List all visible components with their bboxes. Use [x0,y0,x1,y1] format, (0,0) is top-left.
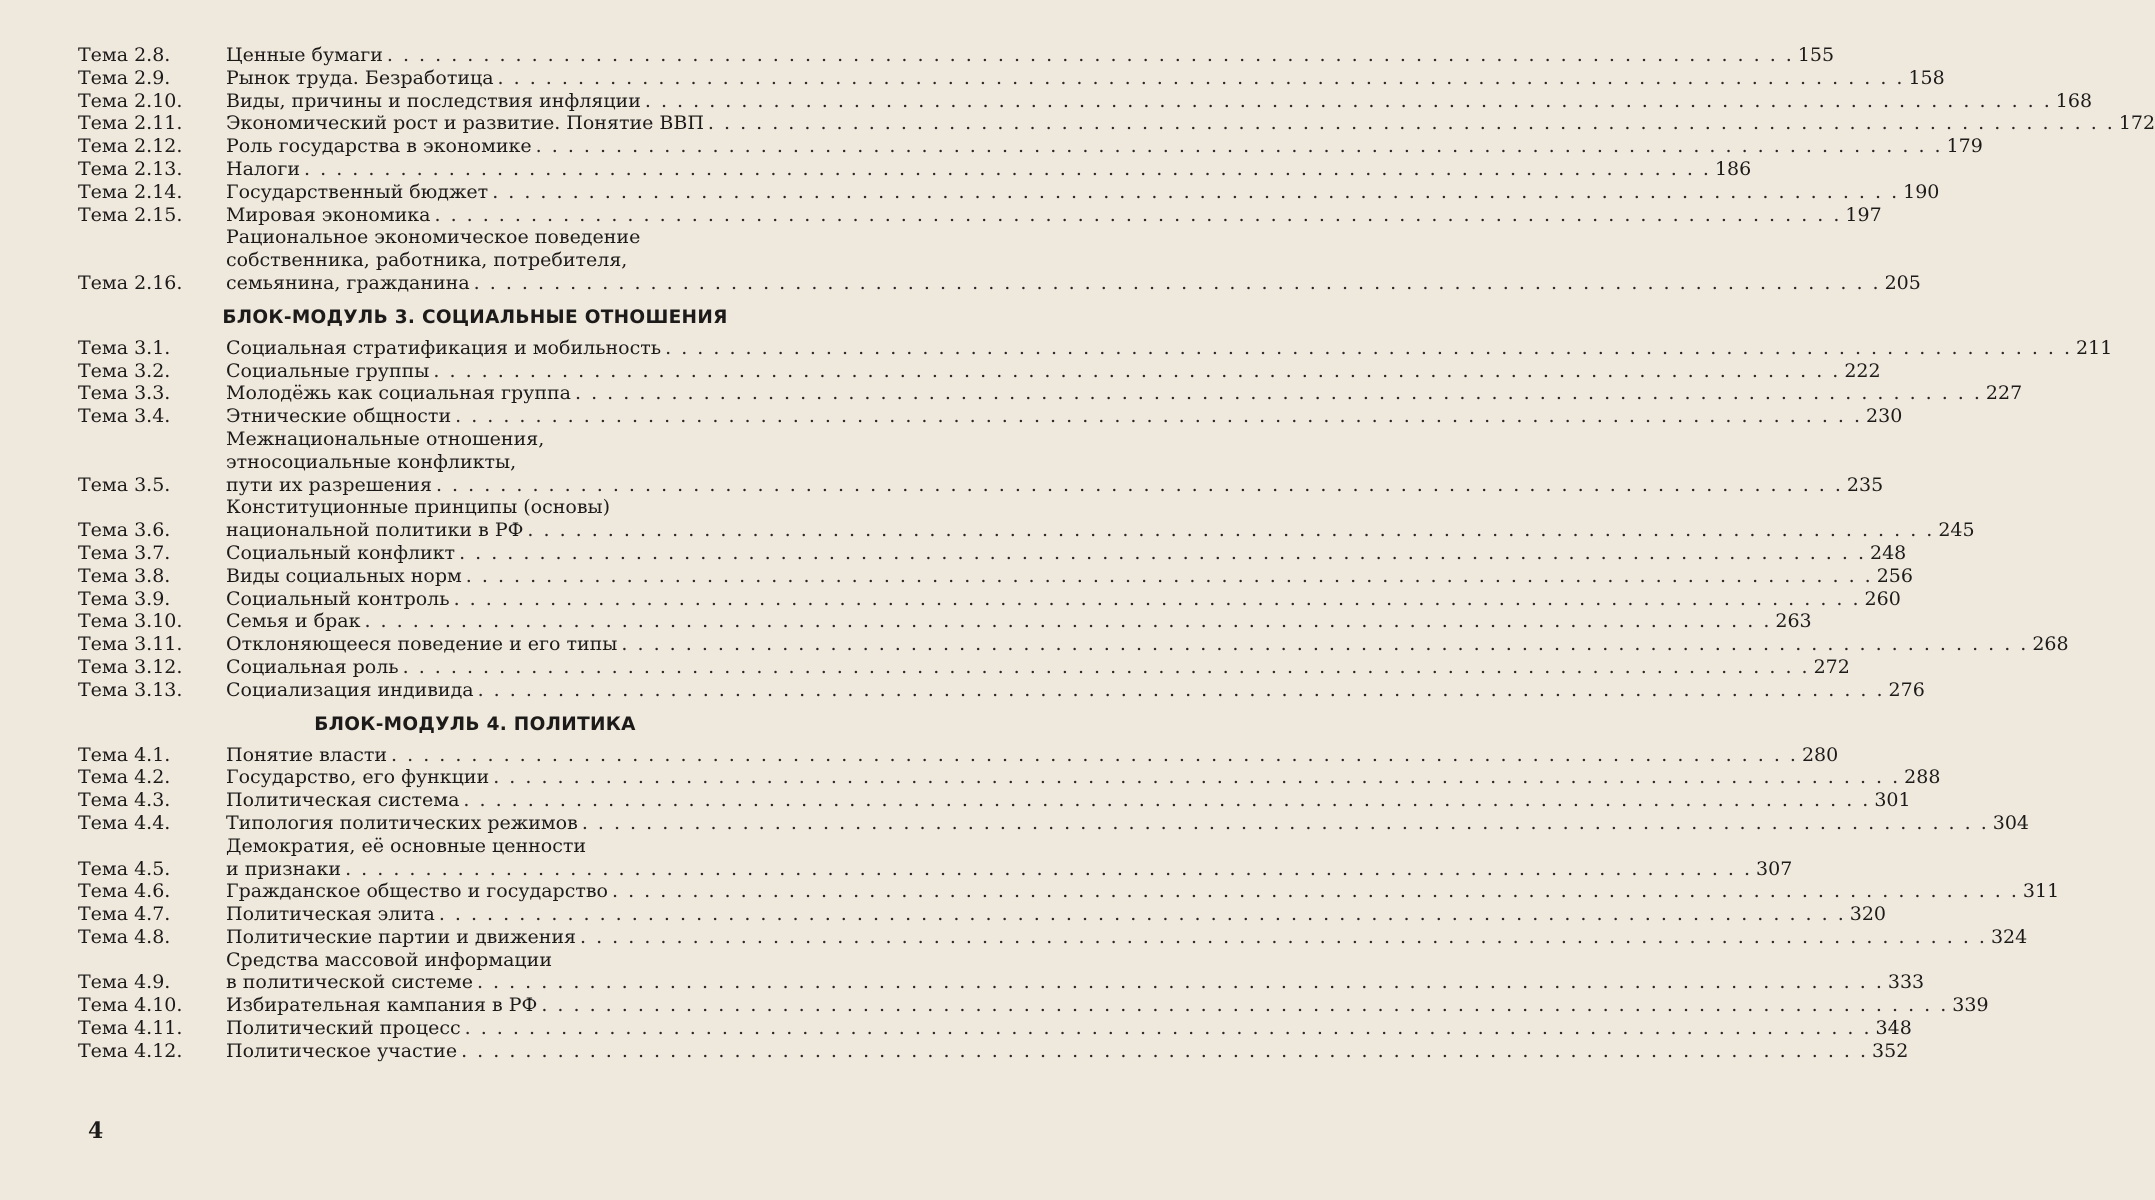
topic-title: Этнические общности [226,405,452,428]
page-ref: 276 [1888,678,1925,701]
topic-title: в политической системе [226,971,473,994]
topic-number: Тема 3.3. [78,382,171,405]
topic-number: Тема 3.13. [78,678,183,701]
dot-leader [364,610,1771,633]
toc-entry[interactable] [78,743,1839,767]
dot-leader [575,382,1982,405]
toc-entry[interactable] [78,157,1752,181]
topic-number: Тема 3.5. [78,473,171,496]
topic-number: Тема 2.11. [78,112,183,135]
toc-entry[interactable] [78,678,1925,702]
dot-leader [541,994,1948,1017]
dot-leader [454,588,1861,611]
topic-number: Тема 2.16. [78,271,183,294]
topic-number: Тема 4.6. [78,880,171,903]
topic-title: Молодёжь как социальная группа [226,382,571,405]
topic-number: Тема 3.2. [78,359,171,382]
topic-title: Политическая система [226,789,460,812]
dot-leader [708,112,2115,135]
topic-number: Тема 3.4. [78,405,171,428]
dot-leader [465,1017,1872,1040]
topic-number: Тема 3.7. [78,541,171,564]
page-ref: 304 [1992,811,2029,834]
page-ref: 307 [1756,857,1793,880]
dot-leader [498,67,1905,90]
topic-number: Тема 4.9. [78,971,171,994]
topic-title: Государство, его функции [226,766,490,789]
topic-title: Виды социальных норм [226,564,462,587]
toc-entry[interactable] [78,427,1884,496]
dot-leader [536,135,1943,158]
dot-leader [645,90,2052,113]
topic-title: Политический процесс [226,1017,461,1040]
page-ref: 190 [1903,180,1940,203]
toc-entry[interactable] [78,405,1903,428]
toc-entry[interactable] [78,382,2023,405]
toc-entry[interactable] [78,1039,1909,1063]
topic-number: Тема 3.9. [78,587,171,610]
topic-number: Тема 4.11. [78,1017,183,1040]
dot-leader [459,542,1866,565]
page-ref: 230 [1866,405,1903,428]
topic-number: Тема 2.15. [78,203,183,226]
toc-entry[interactable] [78,226,1921,294]
page-ref: 320 [1849,903,1886,926]
page-ref: 235 [1846,473,1884,496]
toc-entry[interactable] [78,610,1812,633]
toc-entry[interactable] [78,834,1793,881]
toc-entry[interactable] [78,541,1907,565]
dot-leader [580,926,1987,949]
topic-title: Виды, причины и последствия инфляции [226,89,641,112]
page-ref: 280 [1801,743,1839,766]
toc-entry[interactable] [78,112,2155,135]
topic-title: Гражданское общество и государство [226,880,608,903]
topic-number: Тема 4.10. [78,994,183,1017]
topic-title-line: Конституционные принципы (основы) [226,496,611,519]
dot-leader [492,181,1899,204]
page-ref: 268 [2032,633,2069,656]
topic-number: Тема 3.1. [78,336,171,359]
page-ref: 158 [1908,66,1945,89]
dot-leader [391,744,1798,767]
page-ref: 324 [1990,925,2028,948]
topic-title: Ценные бумаги [226,44,383,66]
topic-title: Мировая экономика [226,203,431,226]
dot-leader [478,679,1885,702]
topic-title: Социальная стратификация и мобильность [226,336,662,359]
dot-leader [466,565,1873,588]
page-ref: 172 [2118,112,2155,135]
page-number: 4 [88,1118,104,1144]
topic-title: Семья и брак [226,610,361,633]
toc-entry[interactable] [78,811,2029,835]
topic-number: Тема 4.2. [78,766,171,789]
toc-entry[interactable] [78,180,1940,204]
topic-title: Отклоняющееся поведение и его типы [226,633,618,656]
topic-title: и признаки [226,857,342,880]
dot-leader [463,789,1870,812]
topic-title: Политические партии и движения [226,925,577,948]
dot-leader [461,1040,1868,1063]
topic-title: Избирательная кампания в РФ [226,994,538,1017]
page-ref: 197 [1845,203,1882,226]
toc-entry[interactable] [78,66,1945,90]
topic-number: Тема 4.5. [78,857,171,880]
topic-title: Роль государства в экономике [226,135,532,158]
toc-entry[interactable] [78,359,1881,383]
table-of-contents [78,44,2155,1063]
toc-entry[interactable] [78,948,1925,995]
toc-entry[interactable] [78,496,1975,542]
topic-title: пути их разрешения [226,473,432,496]
topic-title-line: собственника, работника, потребителя, [226,249,628,272]
topic-number: Тема 2.13. [78,157,183,180]
dot-leader [474,272,1881,295]
dot-leader [493,766,1900,789]
topic-number: Тема 4.1. [78,743,171,766]
topic-title-line: Средства массовой информации [226,948,552,971]
topic-title: Социальные группы [226,359,430,382]
toc-entry[interactable] [78,336,2113,360]
toc-entry[interactable] [78,766,1941,789]
page-ref: 248 [1869,541,1907,564]
page-ref: 168 [2055,89,2093,112]
page-ref: 272 [1813,655,1850,678]
topic-title: Социальный конфликт [226,541,456,564]
topic-title-line: Демократия, её основные ценности [226,834,587,857]
toc-entry[interactable] [78,44,1835,67]
topic-title: Социализация индивида [226,678,474,701]
topic-title: Рынок труда. Безработица [226,66,494,89]
dot-leader [582,812,1989,835]
toc-entry[interactable] [78,203,1882,227]
topic-title: Экономический рост и развитие. Понятие ВВП [226,112,704,135]
page-ref: 263 [1775,610,1812,633]
dot-leader [387,44,1794,67]
topic-number: Тема 3.10. [78,610,183,633]
topic-title: Типология политических режимов [226,811,578,834]
dot-leader [439,903,1846,926]
page-ref: 339 [1952,994,1989,1017]
topic-number: Тема 4.4. [78,811,171,834]
page-ref: 260 [1864,587,1901,610]
topic-number: Тема 2.14. [78,180,183,203]
page-ref: 186 [1714,157,1752,180]
topic-number: Тема 2.8. [78,44,171,66]
toc-entry[interactable] [78,655,1850,679]
topic-title: Понятие власти [226,743,388,766]
page-ref: 256 [1876,564,1913,587]
topic-title: национальной политики в РФ [226,519,524,542]
topic-title-line: Межнациональные отношения, [226,427,545,450]
toc-entry[interactable] [78,880,2060,903]
topic-number: Тема 4.7. [78,903,171,926]
page-ref: 245 [1938,519,1975,542]
toc-entry[interactable] [78,633,2069,656]
page-ref: 211 [2076,336,2113,359]
section-heading: БЛОК-МОДУЛЬ 4. ПОЛИТИКА [314,713,636,735]
topic-title: Социальная роль [226,655,399,678]
topic-number: Тема 4.3. [78,789,171,812]
topic-title-line: этносоциальные конфликты, [226,450,517,473]
topic-number: Тема 2.9. [78,66,171,89]
toc-entry[interactable] [78,564,1913,588]
dot-leader [433,360,1840,383]
topic-title-line: Рациональное экономическое поведение [226,226,641,249]
topic-title: Налоги [226,157,301,180]
topic-title: Государственный бюджет [226,180,489,203]
toc-entry[interactable] [78,135,1983,158]
page-ref: 179 [1946,135,1983,158]
topic-number: Тема 4.12. [78,1039,183,1062]
toc-entry[interactable] [78,789,1911,812]
section-heading: БЛОК-МОДУЛЬ 3. СОЦИАЛЬНЫЕ ОТНОШЕНИЯ [222,306,728,328]
toc-entry[interactable] [78,89,2093,113]
page-ref: 348 [1875,1017,1912,1040]
toc-entry[interactable] [78,903,1886,926]
topic-number: Тема 2.12. [78,135,183,158]
topic-number: Тема 3.8. [78,564,171,587]
page-ref: 205 [1884,271,1921,294]
page-ref: 222 [1844,359,1881,382]
dot-leader [612,880,2019,903]
dot-leader [403,656,1810,679]
page-ref: 311 [2022,880,2060,903]
dot-leader [527,519,1934,542]
topic-number: Тема 3.6. [78,519,171,542]
topic-number: Тема 2.10. [78,89,183,112]
page-ref: 288 [1904,766,1941,789]
toc-entry[interactable] [78,1017,1912,1040]
dot-leader [621,633,2028,656]
page-ref: 227 [1985,382,2023,405]
topic-title: Политическая элита [226,903,435,926]
dot-leader [304,158,1711,181]
dot-leader [455,405,1862,428]
topic-number: Тема 3.12. [78,655,183,678]
topic-title: Социальный контроль [226,587,450,610]
dot-leader [477,971,1884,994]
page-ref: 352 [1872,1039,1909,1062]
dot-leader [434,204,1841,227]
topic-number: Тема 4.8. [78,925,171,948]
dot-leader [665,337,2072,360]
toc-entry[interactable] [78,994,1989,1017]
toc-entry[interactable] [78,587,1901,611]
toc-entry[interactable] [78,925,2028,949]
page-ref: 333 [1887,971,1925,994]
dot-leader [436,474,1843,497]
dot-leader [345,858,1752,881]
page-ref: 155 [1797,44,1835,66]
topic-title: Политическое участие [226,1039,458,1062]
topic-number: Тема 3.11. [78,633,183,656]
topic-title: семьянина, гражданина [226,271,470,294]
page-ref: 301 [1874,789,1911,812]
